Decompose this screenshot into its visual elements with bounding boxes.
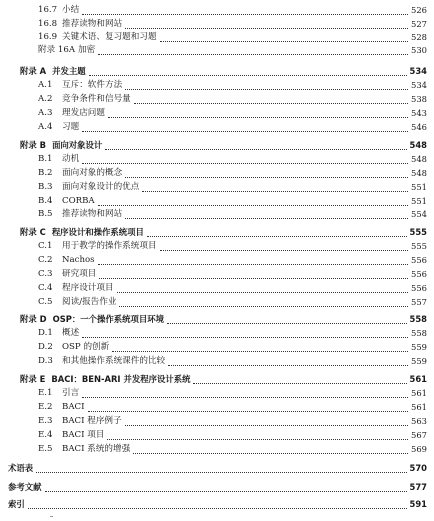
entry-number: C.3 [38, 269, 53, 279]
dot-leader [142, 181, 408, 192]
entry-page: 559 [411, 342, 427, 352]
entry-page: 554 [411, 209, 427, 219]
entry-title: 竞争条件和信号量 [62, 94, 131, 104]
toc-chapter [8, 498, 427, 511]
toc-entry [38, 208, 427, 221]
dot-leader [108, 107, 408, 118]
entry-title: 研究项目 [62, 269, 97, 279]
toc-entry [38, 401, 427, 414]
entry-title: 加密 [78, 45, 96, 55]
toc-entry [38, 4, 427, 17]
dot-leader [98, 254, 408, 265]
entry-title: 推荐读物和网站 [62, 209, 123, 219]
chapter-title: 索引 [8, 499, 25, 509]
dot-leader [168, 355, 408, 366]
entry-number: 16.8 [38, 19, 58, 29]
chapter-number: 附录 E [20, 374, 46, 384]
toc-entry [38, 79, 427, 92]
entry-number: B.4 [38, 196, 53, 206]
entry-title: 引言 [62, 388, 80, 398]
entry-page: 551 [411, 182, 427, 192]
dot-leader [167, 313, 406, 324]
chapter-number: 附录 C [20, 227, 46, 237]
entry-page: 548 [411, 168, 427, 178]
entry-number: D.3 [38, 356, 53, 366]
entry-title: 理发店问题 [62, 108, 105, 118]
toc-entry [38, 44, 427, 57]
toc-entry [38, 355, 427, 368]
entry-number: C.5 [38, 297, 53, 307]
entry-page: 591 [409, 499, 427, 509]
entry-title: 用于教学的操作系统项目 [62, 241, 157, 251]
entry-title: 程序设计项目 [62, 283, 114, 293]
entry-number: C.1 [38, 241, 53, 251]
entry-page: 555 [411, 241, 427, 251]
dot-leader [98, 195, 408, 206]
scan-speck [50, 516, 53, 517]
entry-number: B.5 [38, 209, 53, 219]
entry-page: 557 [411, 297, 427, 307]
toc-entry [38, 18, 427, 31]
entry-page: 570 [409, 463, 427, 473]
toc-entry [38, 268, 427, 281]
entry-title: CORBA [62, 196, 95, 206]
entry-page: 538 [411, 94, 427, 104]
entry-page: 567 [411, 430, 427, 440]
toc-entry [38, 181, 427, 194]
dot-leader [160, 31, 408, 42]
entry-number: 16.7 [38, 5, 58, 15]
entry-number: E.3 [38, 416, 53, 426]
chapter-number: 附录 D [20, 314, 47, 324]
entry-number: D.1 [38, 328, 53, 338]
entry-number: C.2 [38, 255, 53, 265]
toc-chapter [8, 481, 427, 494]
dot-leader [193, 373, 406, 384]
entry-title: OSP 的创新 [62, 342, 110, 352]
toc-entry [38, 415, 427, 428]
entry-page: 561 [411, 402, 427, 412]
entry-number: C.4 [38, 283, 53, 293]
entry-number: B.3 [38, 182, 53, 192]
chapter-number: 附录 B [20, 140, 47, 150]
entry-title: 面向对象的概念 [62, 168, 123, 178]
chapter-title: BACI：BEN-ARI 并发程序设计系统 [51, 374, 191, 384]
toc-entry [38, 121, 427, 134]
entry-title: BACI 程序例子 [62, 416, 122, 426]
toc-entry [38, 282, 427, 295]
entry-title: BACI [62, 402, 85, 412]
toc-chapter [20, 65, 427, 78]
toc-entry [38, 387, 427, 400]
dot-leader [125, 208, 408, 219]
entry-page: 534 [411, 80, 427, 90]
entry-page: 548 [409, 140, 427, 150]
toc-chapter [8, 462, 427, 475]
entry-number: 附录 16A [38, 45, 76, 55]
entry-page: 534 [409, 66, 427, 76]
toc-entry [38, 195, 427, 208]
entry-page: 561 [409, 374, 427, 384]
dot-leader [107, 429, 408, 440]
chapter-title: 面向对象设计 [52, 140, 103, 150]
dot-leader [45, 481, 407, 492]
dot-leader [36, 462, 406, 473]
dot-leader [28, 498, 407, 509]
entry-page: 543 [411, 108, 427, 118]
dot-leader [117, 282, 408, 293]
dot-leader [99, 268, 408, 279]
entry-number: A.3 [38, 108, 53, 118]
entry-page: 569 [411, 444, 427, 454]
entry-title: BACI 项目 [62, 430, 105, 440]
entry-page: 527 [411, 19, 427, 29]
entry-number: B.2 [38, 168, 53, 178]
dot-leader [82, 327, 408, 338]
toc-chapter [20, 373, 427, 386]
dot-leader [82, 4, 408, 15]
dot-leader [82, 387, 408, 398]
entry-title: BACI 系统的增强 [62, 444, 131, 454]
entry-page: 577 [409, 482, 427, 492]
dot-leader [125, 18, 408, 29]
dot-leader [160, 240, 408, 251]
entry-title: 习题 [62, 122, 80, 132]
entry-number: E.1 [38, 388, 53, 398]
entry-page: 556 [411, 283, 427, 293]
dot-leader [89, 65, 407, 76]
dot-leader [112, 341, 408, 352]
entry-page: 546 [411, 122, 427, 132]
entry-page: 563 [411, 416, 427, 426]
toc-entry [38, 254, 427, 267]
entry-page: 556 [411, 255, 427, 265]
dot-leader [82, 121, 408, 132]
entry-page: 558 [411, 328, 427, 338]
dot-leader [125, 79, 408, 90]
toc-entry [38, 327, 427, 340]
entry-title: 推荐读物和网站 [62, 19, 123, 29]
entry-title: 和其他操作系统课件的比较 [62, 356, 166, 366]
toc-chapter [20, 139, 427, 152]
dot-leader [119, 296, 408, 307]
dot-leader [98, 44, 408, 55]
entry-title: 互斥：软件方法 [62, 80, 123, 90]
entry-page: 551 [411, 196, 427, 206]
entry-number: D.2 [38, 342, 53, 352]
entry-title: Nachos [62, 255, 95, 265]
dot-leader [88, 401, 409, 412]
entry-page: 556 [411, 269, 427, 279]
entry-number: B.1 [38, 154, 53, 164]
toc-entry [38, 443, 427, 456]
entry-title: 面向对象设计的优点 [62, 182, 140, 192]
entry-number: E.5 [38, 444, 53, 454]
entry-page: 555 [409, 227, 427, 237]
entry-number: E.4 [38, 430, 53, 440]
dot-leader [105, 139, 406, 150]
toc-entry [38, 240, 427, 253]
entry-page: 530 [411, 45, 427, 55]
dot-leader [125, 167, 408, 178]
entry-page: 548 [411, 154, 427, 164]
entry-number: A.2 [38, 94, 53, 104]
toc-entry [38, 341, 427, 354]
dot-leader [82, 153, 408, 164]
dot-leader [133, 443, 408, 454]
entry-title: 阅读/报告作业 [62, 297, 117, 307]
chapter-title: 参考文献 [8, 482, 42, 492]
entry-title: 概述 [62, 328, 80, 338]
entry-number: 16.9 [38, 32, 58, 42]
entry-page: 558 [409, 314, 427, 324]
toc-entry [38, 93, 427, 106]
chapter-title: 程序设计和操作系统项目 [51, 227, 144, 237]
toc-entry [38, 153, 427, 166]
entry-title: 关键术语、复习题和习题 [62, 32, 157, 42]
dot-leader [134, 93, 408, 104]
entry-title: 动机 [62, 154, 80, 164]
toc-entry [38, 429, 427, 442]
toc-entry [38, 167, 427, 180]
chapter-title: 并发主题 [52, 66, 86, 76]
toc-entry [38, 31, 427, 44]
dot-leader [125, 415, 408, 426]
toc-chapter [20, 313, 427, 326]
dot-leader [147, 226, 407, 237]
entry-title: 小结 [62, 5, 80, 15]
toc-entry [38, 296, 427, 309]
entry-number: A.4 [38, 122, 53, 132]
toc-chapter [20, 226, 427, 239]
entry-page: 526 [411, 5, 427, 15]
entry-number: A.1 [38, 80, 53, 90]
toc-entry [38, 107, 427, 120]
chapter-number: 附录 A [20, 66, 47, 76]
entry-page: 528 [411, 32, 427, 42]
entry-number: E.2 [38, 402, 53, 412]
entry-page: 559 [411, 356, 427, 366]
chapter-title: OSP：一个操作系统项目环境 [52, 314, 165, 324]
entry-page: 561 [411, 388, 427, 398]
chapter-title: 术语表 [8, 463, 34, 473]
